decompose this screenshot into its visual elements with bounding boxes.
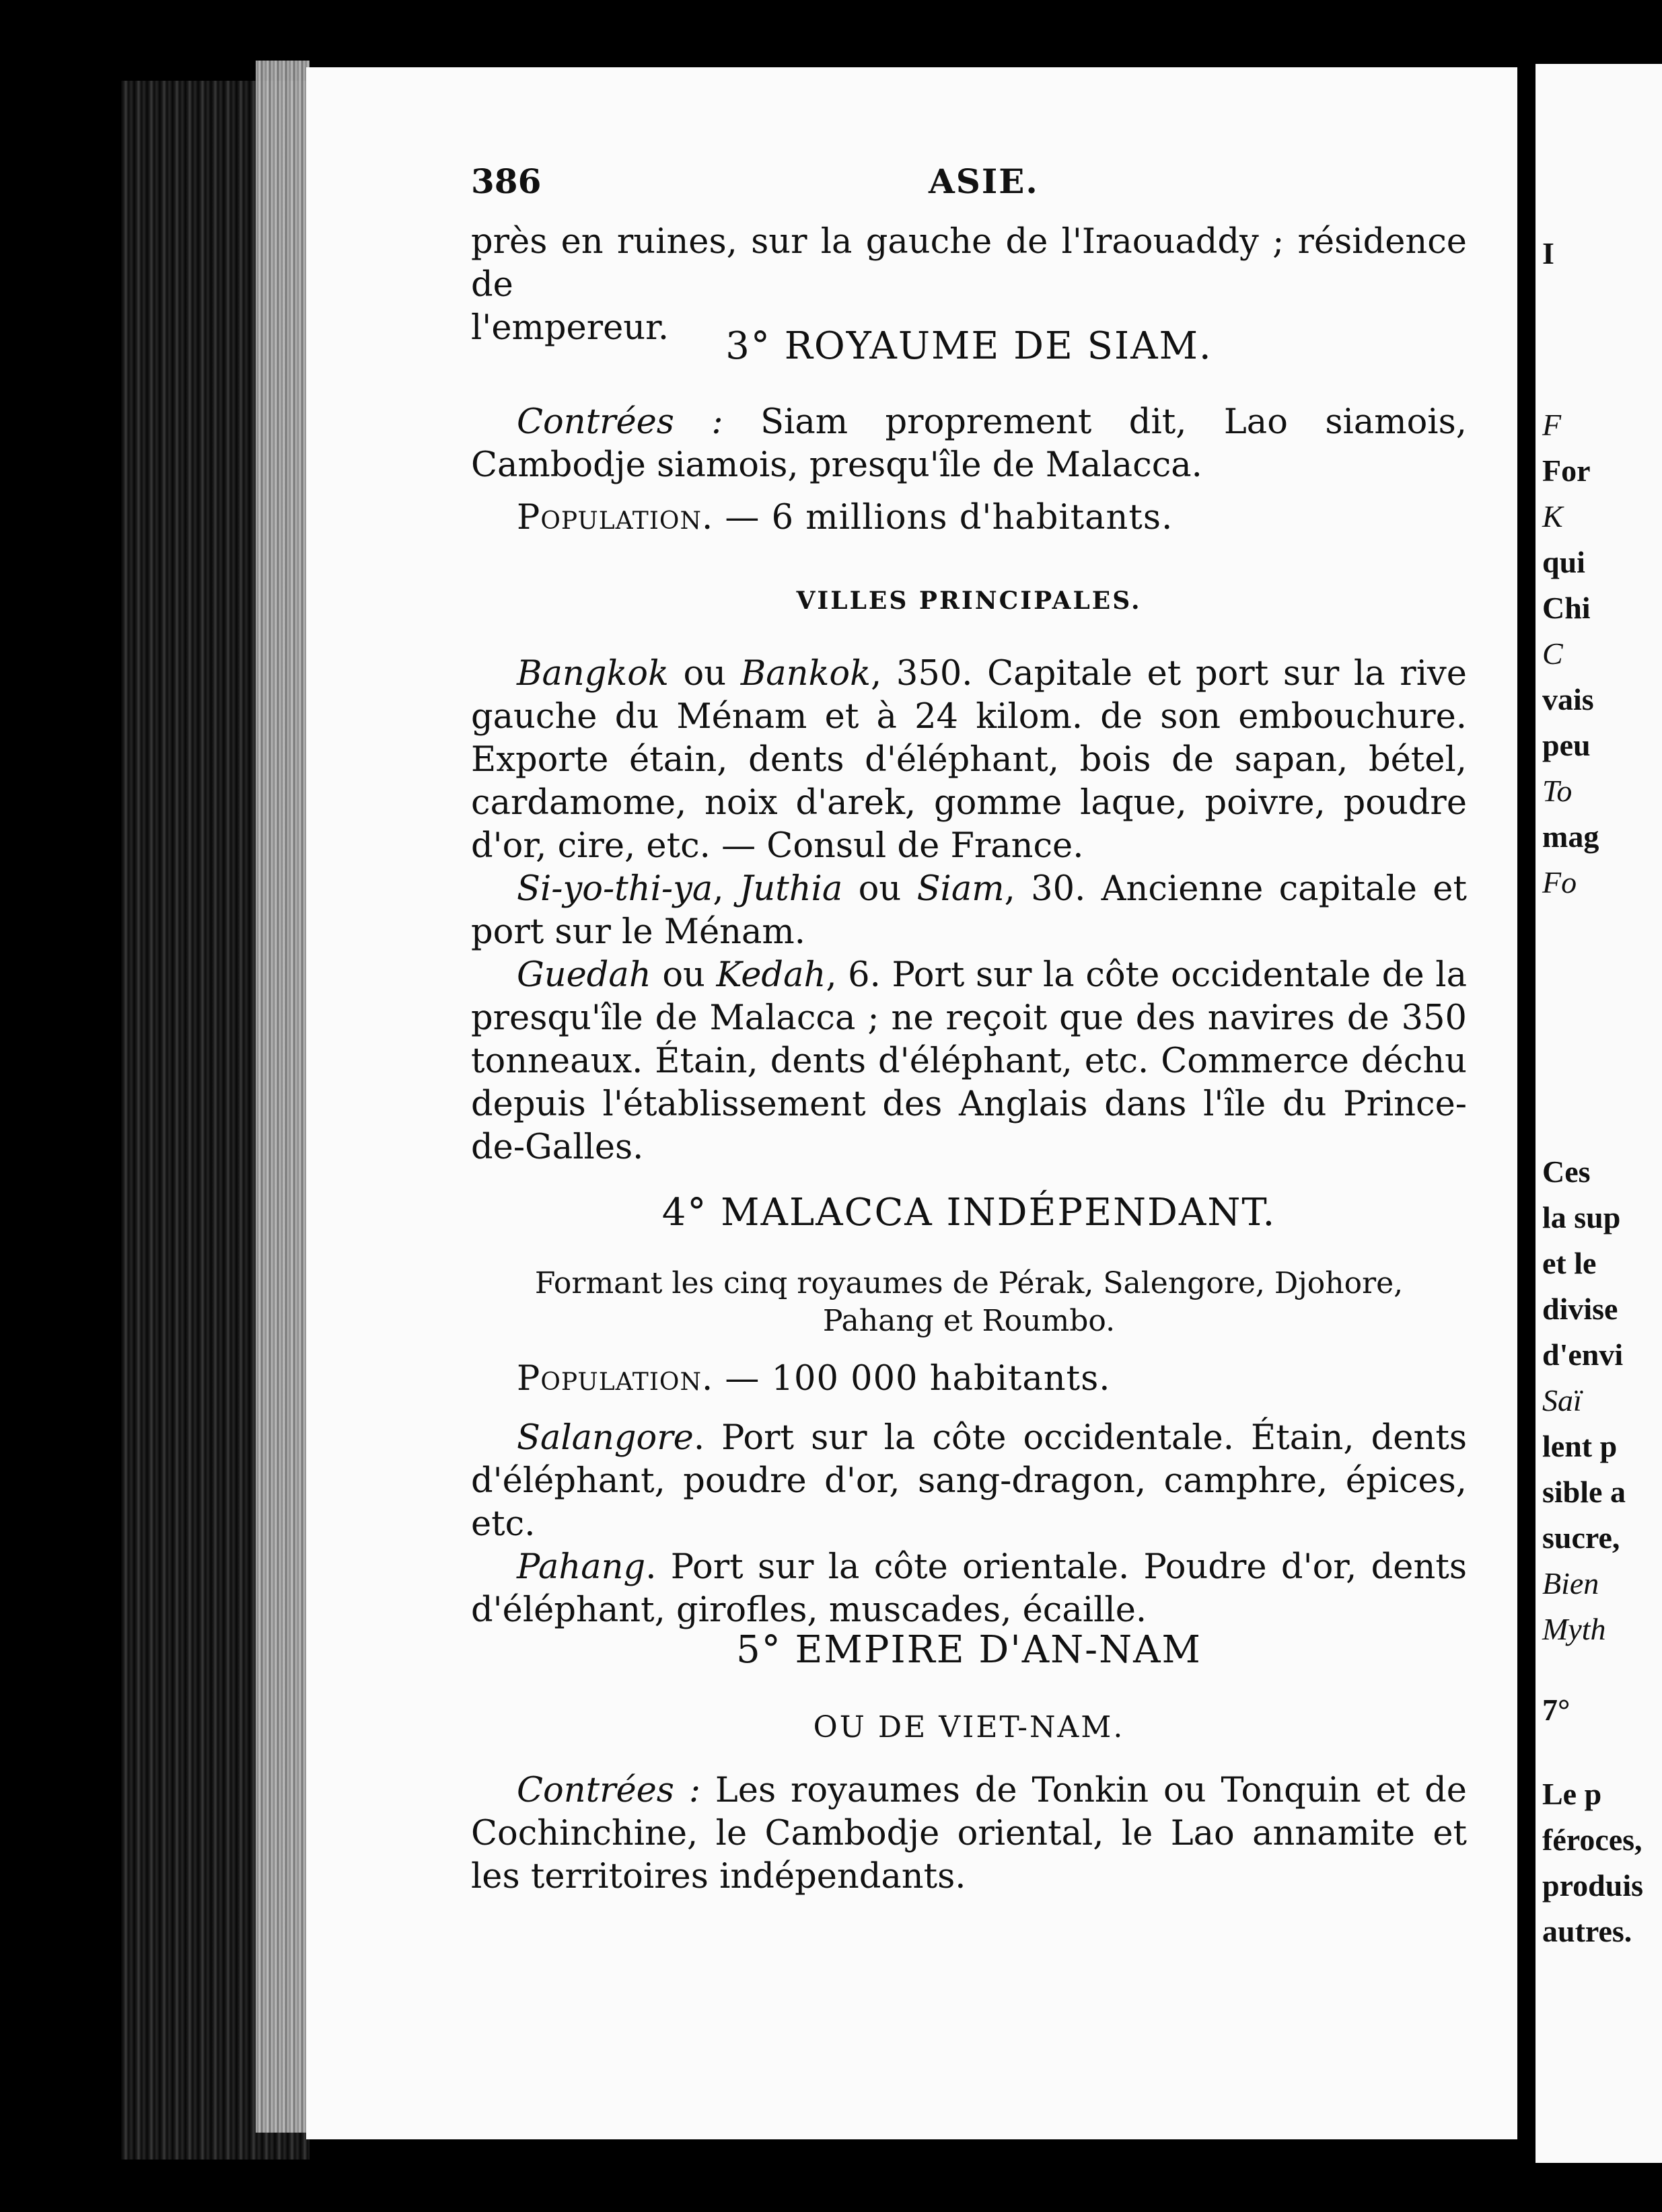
right-fragment: Fo (1542, 865, 1577, 899)
population-label: Population. (517, 498, 714, 538)
right-fragment: I (1542, 236, 1554, 270)
right-fragment: mag (1542, 819, 1599, 854)
right-fragment: divise (1542, 1292, 1618, 1326)
right-fragment: Saï (1542, 1383, 1582, 1417)
city-alt-name: Bankok (740, 654, 871, 694)
villes-heading: VILLES PRINCIPALES. (796, 587, 1142, 615)
city-name: Bangkok (517, 654, 669, 694)
city-alt-name: Kedah (716, 955, 826, 995)
city-entry-siyothiya (471, 868, 1467, 954)
population-text: — 100 000 habitants. (713, 1359, 1111, 1399)
annam-subtitle: OU DE VIET-NAM. (813, 1710, 1125, 1744)
city-entry-salangore (471, 1417, 1467, 1546)
city-name: Guedah (517, 955, 651, 995)
right-fragment: et le (1542, 1246, 1597, 1280)
right-fragment: d'envi (1542, 1337, 1624, 1372)
population-label: Population. (517, 1359, 714, 1399)
right-fragment: peu (1542, 728, 1591, 762)
right-fragment: autres. (1542, 1914, 1632, 1948)
right-fragment: F (1542, 408, 1562, 442)
city-description: , 6. Port sur la côte occidentale de la presqu'île de Malacca ; ne reçoit que des navires de 350 tonneaux. Étain, dents d'éléphant, etc. Commerce déchu depuis l'établissement des Anglais dans l'île du Prince-de-Galles. (471, 955, 1467, 1167)
section-title-malacca: 4° MALACCA INDÉPENDANT. (661, 1191, 1276, 1234)
page-number: 386 (471, 161, 542, 201)
siam-population (517, 498, 1459, 538)
connector: ou (651, 955, 717, 995)
city-name: Salangore (517, 1418, 694, 1458)
contrees-label: Contrées : (517, 402, 723, 442)
city-entry-pahang (471, 1546, 1467, 1632)
siam-contrees (471, 401, 1467, 487)
city-description: . Port sur la côte orientale. Poudre d'or, dents d'éléphant, girofles, muscades, écaille. (471, 1547, 1467, 1630)
book-page-edges-light (256, 61, 310, 2133)
running-title: ASIE. (929, 161, 1039, 201)
right-fragment: Le p (1542, 1777, 1602, 1811)
right-fragment: vais (1542, 682, 1594, 716)
siam-cities (471, 653, 1467, 1169)
right-fragment: C (1542, 636, 1563, 671)
annam-contrees (471, 1769, 1467, 1898)
contrees-text: Les royaumes de Tonkin ou Tonquin et de Cochinchine, le Cambodje oriental, le Lao annamite et les territoires indépendants. (471, 1771, 1467, 1896)
city-description: , 30. Ancienne capitale et port sur le Ménam. (471, 869, 1467, 952)
connector: , (713, 869, 739, 909)
city-entry-guedah (471, 954, 1467, 1169)
connector: ou (842, 869, 917, 909)
right-fragment: For (1542, 453, 1591, 488)
subtitle-line: Formant les cinq royaumes de Pérak, Salengore, Djohore, (534, 1266, 1404, 1300)
city-name: Si-yo-thi-ya (517, 869, 713, 909)
subtitle-line: Pahang et Roumbo. (822, 1304, 1116, 1338)
right-fragment: lent p (1542, 1429, 1618, 1463)
right-fragment: produis (1542, 1868, 1644, 1903)
intro-line: près en ruines, sur la gauche de l'Iraouaddy ; résidence de (471, 222, 1467, 305)
city-description: , 350. Capitale et port sur la rive gauche du Ménam et à 24 kilom. de son embouchure. Exporte étain, dents d'éléphant, bois de sapan, bétel, cardamome, noix d'arek, gomme laque, poivre, poudre d'or, cire, etc. — Consul de France. (471, 654, 1467, 866)
contrees-label: Contrées : (517, 1771, 701, 1810)
right-fragment: qui (1542, 545, 1585, 579)
city-description: . Port sur la côte occidentale. Étain, dents d'éléphant, poudre d'or, sang-dragon, camphre, épices, etc. (471, 1418, 1467, 1544)
city-alt-name: Juthia (739, 869, 843, 909)
right-fragment: la sup (1542, 1200, 1621, 1234)
right-fragment: Myth (1542, 1612, 1606, 1646)
city-alt-name: Siam (916, 869, 1005, 909)
malacca-cities (471, 1417, 1467, 1632)
malacca-subtitle (471, 1265, 1467, 1340)
right-page-fragment (1535, 64, 1662, 2163)
contrees-text: Siam proprement dit, Lao siamois, Cambodje siamois, presqu'île de Malacca. (471, 402, 1467, 485)
connector: ou (668, 654, 741, 694)
city-name: Pahang (517, 1547, 646, 1587)
city-entry-bangkok (471, 653, 1467, 868)
right-fragment: Bien (1542, 1566, 1599, 1600)
right-fragment: Chi (1542, 591, 1591, 625)
right-fragment: 7° (1542, 1693, 1570, 1727)
section-title-siam: 3° ROYAUME DE SIAM. (725, 324, 1213, 368)
right-fragment: To (1542, 774, 1573, 808)
malacca-population (517, 1359, 1459, 1399)
right-fragment: sucre, (1542, 1520, 1620, 1555)
intro-line: l'empereur. (471, 308, 670, 348)
right-fragment: féroces, (1542, 1822, 1642, 1857)
population-text: — 6 millions d'habitants. (713, 498, 1173, 538)
section-title-annam: 5° EMPIRE D'AN-NAM (736, 1628, 1202, 1672)
right-fragment: K (1542, 499, 1563, 533)
right-fragment: sible a (1542, 1475, 1626, 1509)
right-fragment: Ces (1542, 1154, 1591, 1189)
